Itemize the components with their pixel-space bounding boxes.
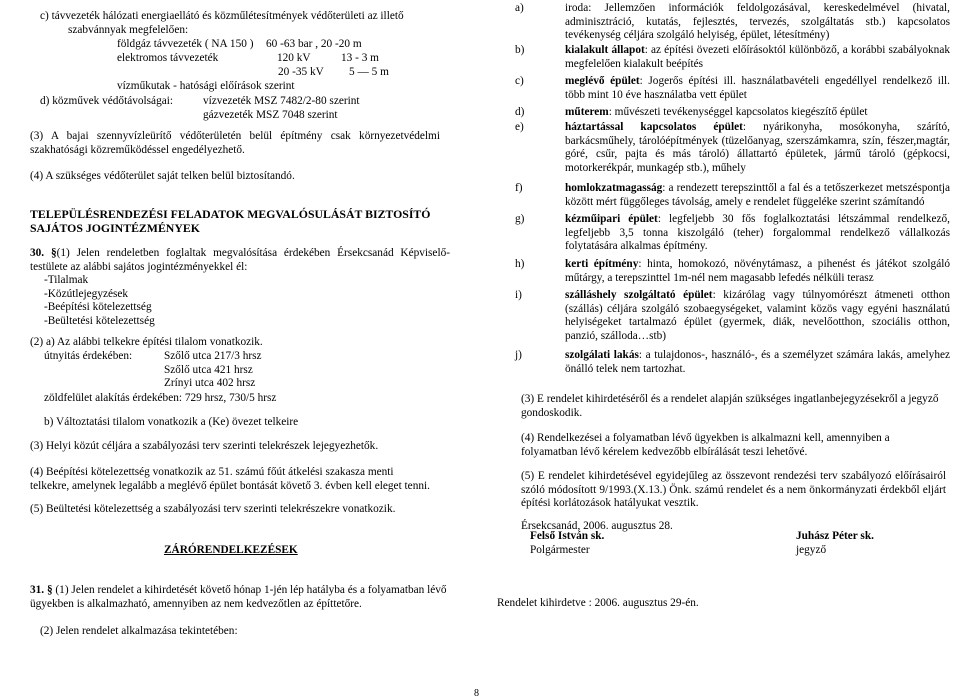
section-30-number: 30. § (30, 247, 57, 259)
electric-line-label: elektromos távvezeték (117, 52, 219, 64)
section-heading: TELEPÜLÉSRENDEZÉSI FELADATOK MEGVALÓSULÁSÁT BIZTOSÍTÓ SAJÁTOS JOGINTÉZMÉNYEK (30, 207, 431, 235)
definition-label: d) (515, 106, 525, 118)
definition-term: szolgálati lakás (565, 349, 639, 361)
definition-text: : nyárikonyha, mosókonyha, szárító, barkácsműhely, tárolóépítmények (tüzelőanyag, szerszámkamra, szín, fészer,magtár, góré, csűr, pajta és más tároló) állattartó épületek, jármű tároló (gépkocsi, motorkerékpár, munkagép stb.), műhely (565, 121, 950, 174)
definition-text: : kizárólag vagy túlnyomórészt átmeneti otthon (szállás) céljára szolgáló szobaegységeket, valamint közös vagy egyéni használatú helyiségeket tartalmazó épület (gyermek, diák, nevelőotthon, szociális otthon, panzió, szálloda…stb) (565, 289, 950, 342)
paragraph-3-road: (3) Helyi közút céljára a szabályozási terv szerinti telekrészek lejegyezhetők. (30, 440, 379, 452)
clause-d-water: vízvezeték MSZ 7482/2-80 szerint (203, 95, 360, 107)
definition-text: : legfeljebb 30 fős foglalkoztatási létszámmal rendelkező, legfeljebb 3,5 tonna kiszolgáló (teher) forgalommal rendelkező vállalkozás folytatására alkalmas építmény. (565, 213, 950, 253)
clause-d-gas: gázvezeték MSZ 7048 szerint (203, 109, 338, 121)
definition-text: iroda: Jellemzően információk feldolgozásával, kereskedelmével (hivatal, adminisztráció, kutatás, fejlesztés, tervezés, szolgáltatás stb.) kapcsolatos tevékenység céljára szolgáló helyiség, épület, létesítmény) (565, 2, 950, 42)
clause-c-line1: c) távvezeték hálózati energiaellátó és közműlétesítmények védőterületi az illető (40, 10, 404, 22)
green-area-line: zöldfelület alakítás érdekében: 729 hrsz, 730/5 hrsz (44, 392, 277, 404)
definition-text: : hinta, homokozó, növénytámasz, a pihenést és játékot szolgáló műtárgy, a terepszinttel 1m-nél nem magasabb lefedés nélküli terasz (565, 258, 950, 284)
electric-distance-1: 13 - 3 m (341, 52, 379, 64)
signer-notary-title: jegyző (796, 544, 827, 556)
clause-d-label: d) közművek védőtávolságai: (40, 95, 174, 107)
definition-term: műterem (565, 106, 609, 118)
list-item: Szőlő utca 421 hrsz (164, 363, 253, 376)
definition-text: : Jogerős építési ill. használatbavételi engedéllyel rendelkező ill. több mint 10 éve használatba vett épület (565, 75, 950, 101)
closing-heading: ZÁRÓRENDELKEZÉSEK (164, 544, 298, 556)
list-item: -Beültetési kötelezettség (44, 314, 155, 327)
definition-label: j) (515, 349, 522, 361)
section-30-text: (1) Jelen rendeletben foglaltak megvalósítása érdekében Érsekcsanád Képviselő-testülete az alábbi sajátos jogintézményekkel él: (30, 247, 450, 273)
definition-term: kézműipari épület (565, 213, 658, 225)
promulgation-date: Rendelet kihirdetve : 2006. augusztus 29-én. (497, 597, 699, 609)
definition-label: h) (515, 258, 525, 270)
list-item: -Közútlejegyzések (44, 287, 129, 300)
definition-term: kerti építmény (565, 258, 639, 270)
section-31 (30, 584, 450, 611)
section-31-paragraph-2: (2) Jelen rendelet alkalmazása tekintetében: (40, 625, 238, 637)
list-item: -Beépítési kötelezettség (44, 301, 152, 314)
definition-term: meglévő épület (565, 75, 640, 87)
section-30-list (44, 274, 155, 328)
definition-text: : művészeti tevékenységgel kapcsolatos kiegészítő épület (608, 106, 868, 118)
gas-pipeline-label: földgáz távvezeték ( NA 150 ) (117, 38, 254, 50)
paragraph-2b: b) Változtatási tilalom vonatkozik a (Ke) övezet telkeire (44, 416, 299, 428)
clause-c-line2: szabvánnyak megfelelően: (68, 24, 189, 36)
section-31-number: 31. § (30, 584, 53, 596)
definition-text: : a rendezett terepszinttől a fal és a tetőszerkezet metszéspontja között mért függőleges távolság, amely e rendelet függeléke szerint számítandó (565, 182, 950, 208)
paragraph-4: (4) A szükséges védőterület saját telken belül biztosítandó. (30, 170, 295, 182)
definition-text: : az építési övezeti előírásoktól különböző, a korábbi szabályoknak megfelelően kialakult beépítés (565, 44, 950, 70)
paragraph-3: (3) A bajai szennyvízleürítő védőterületén belül építmény csak környezetvédelmi szakhatósági közreműködéssel engedélyezhető. (30, 130, 440, 156)
paragraph-4-building: (4) Beépítési kötelezettség vonatkozik az 51. számú főút átkelési szakasza menti telkekre, amelynek legalább a meglévő épület bontását követő 3. évben kell eleget tenni. (30, 466, 430, 492)
water-well-line: vízműkutak - hatósági előírások szerint (117, 80, 295, 92)
signer-mayor-name: Felső István sk. (530, 530, 605, 542)
paragraph-4-right: (4) Rendelkezései a folyamatban lévő ügyekben is alkalmazni kell, amennyiben a folyamatban lévő kérelem kedvezőbb elbírálását teszi lehetővé. (521, 432, 890, 458)
paragraph-2a: (2) a) Az alábbi telkekre építési tilalom vonatkozik. (30, 336, 263, 348)
street-list (164, 350, 262, 391)
definition-label: b) (515, 44, 525, 56)
section-31-text: (1) Jelen rendelet a kihirdetését követő hónap 1-jén lép hatályba és a folyamatban lévő ügyekben is alkalmazható, amennyiben az nem kedvezőtlen az építtetőre. (30, 584, 447, 610)
list-item: Zrínyi utca 402 hrsz (164, 377, 256, 390)
page-number: 8 (474, 688, 479, 699)
definition-label: c) (515, 75, 524, 87)
paragraph-5-planting: (5) Beültetési kötelezettség a szabályozási terv szerinti telekrészekre vonatkozik. (30, 503, 396, 515)
definition-term: kialakult állapot (565, 44, 645, 56)
gas-pipeline-value: 60 -63 bar , 20 -20 m (266, 38, 362, 50)
definition-label: i) (515, 289, 522, 301)
signer-notary-name: Juhász Péter sk. (796, 530, 874, 542)
road-opening-label: útnyitás érdekében: (44, 350, 133, 362)
list-item: -Tilalmak (44, 274, 89, 286)
definition-term: háztartással kapcsolatos épület (565, 121, 743, 133)
place-date: Érsekcsanád, 2006. augusztus 28. (521, 520, 673, 532)
paragraph-5-right: (5) E rendelet kihirdetésével egyidejűleg az összevont rendezési terv szabályozó előírásairól szóló módosított 9/1993.(X.13.) Önk. számú rendelet és a nem önkormányzati érdekből eljárt építési korlátozások hatályukat vesztik. (521, 470, 946, 510)
definition-label: a) (515, 2, 524, 14)
definition-label: e) (515, 121, 524, 133)
list-item: Szőlő utca 217/3 hrsz (164, 350, 262, 362)
definition-label: g) (515, 213, 525, 225)
paragraph-3-right: (3) E rendelet kihirdetéséről és a rendelet alapján szükséges ingatlanbejegyzésekről a jegyző gondoskodik. (521, 393, 939, 419)
signer-mayor-title: Polgármester (530, 544, 590, 556)
definition-term: szálláshely szolgáltató épület (565, 289, 713, 301)
definition-label: f) (515, 182, 523, 194)
section-30 (30, 247, 450, 274)
definition-text: : a tulajdonos-, használó-, és a személyzet számára lakás, amelyhez önálló telek nem tartozhat. (565, 349, 950, 375)
electric-distance-2: 5 — 5 m (349, 66, 389, 78)
electric-voltage-1: 120 kV (277, 52, 311, 64)
electric-voltage-2: 20 -35 kV (278, 66, 324, 78)
definition-term: homlokzatmagasság (565, 182, 663, 194)
